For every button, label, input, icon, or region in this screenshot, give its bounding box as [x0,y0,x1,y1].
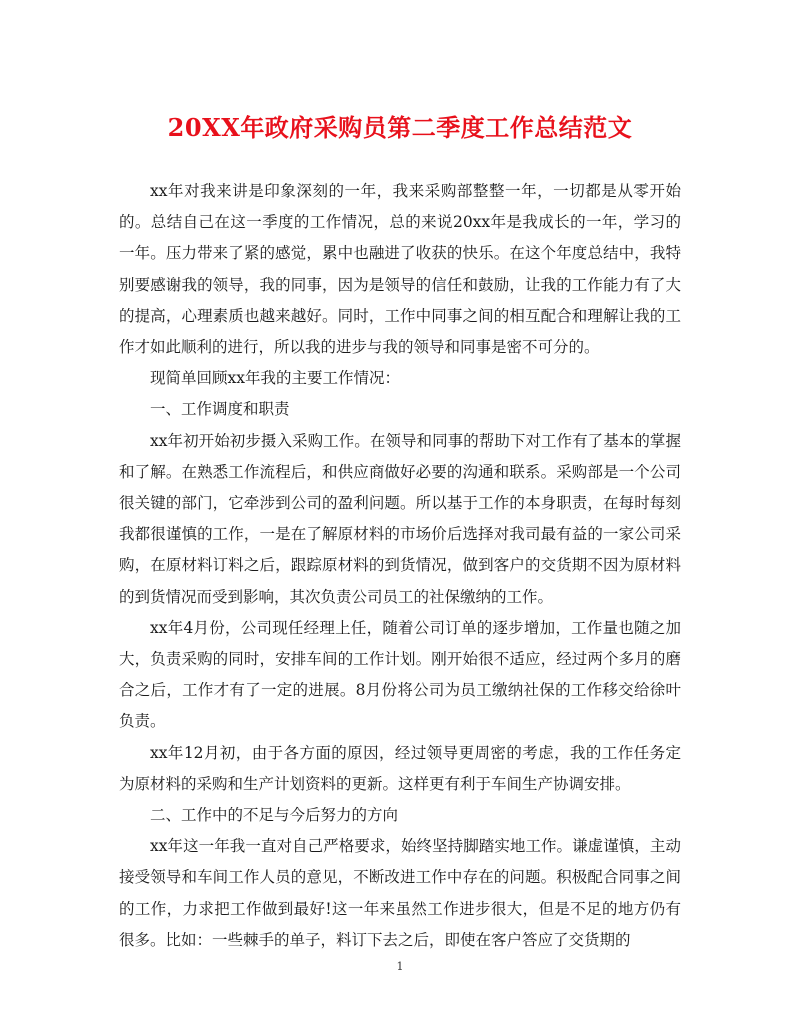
document-title: 20XX年政府采购员第二季度工作总结范文 [167,113,633,142]
paragraph-duties: xx年初开始初步摄入采购工作。在领导和同事的帮助下对工作有了基本的掌握和了解。在熟悉工作流程后，和供应商做好必要的沟通和联系。采购部是一个公司很关键的部门，它牵涉到公司的盈利问题。所以基于工作的本身职责，在每时每刻我都很谨慎的工作，一是在了解原材料的市场价后选择对我司最有益的一家公司采购，在原材料订料之后，跟踪原材料的到货情况，做到客户的交货期不因为原材料的到货情况而受到影响，其次负责公司员工的社保缴纳的工作。 [119,431,681,606]
section-heading-duties: 一、工作调度和职责 [150,400,290,419]
paragraph-intro: xx年对我来讲是印象深刻的一年，我来采购部整整一年，一切都是从零开始的。总结自己在这一季度的工作情况，总的来说20xx年是我成长的一年，学习的一年。压力带来了紧的感觉，累中也融进了收获的快乐。在这个年度总结中，我特别要感谢我的领导，我的同事，因为是领导的信任和鼓励，让我的工作能力有了大的提高，心理素质也越来越好。同时，工作中同事之间的相互配合和理解让我的工作才如此顺利的进行，所以我的进步与我的领导和同事是密不可分的。 [119,182,681,357]
paragraph-review-lead: 现简单回顾xx年我的主要工作情况： [150,369,400,388]
page-number: 1 [396,960,404,973]
document-body [119,176,681,956]
section-heading-shortcomings: 二、工作中的不足与今后努力的方向 [150,806,399,825]
paragraph-december: xx年12月初，由于各方面的原因，经过领导更周密的考虑，我的工作任务定为原材料的采购和生产计划资料的更新。这样更有利于车间生产协调安排。 [119,743,681,793]
paragraph-shortcomings: xx年这一年我一直对自己严格要求，始终坚持脚踏实地工作。谦虚谨慎，主动接受领导和车间工作人员的意见，不断改进工作中存在的问题。积极配合同事之间的工作，力求把工作做到最好!这一年来虽然工作进步很大，但是不足的地方仍有很多。比如：一些棘手的单子，料订下去之后，即使在客户答应了交货期的 [119,837,681,949]
paragraph-april: xx年4月份，公司现任经理上任，随着公司订单的逐步增加，工作量也随之加大，负责采购的同时，安排车间的工作计划。刚开始很不适应，经过两个多月的磨合之后，工作才有了一定的进展。8月份将公司为员工缴纳社保的工作移交给徐叶负责。 [119,618,681,731]
